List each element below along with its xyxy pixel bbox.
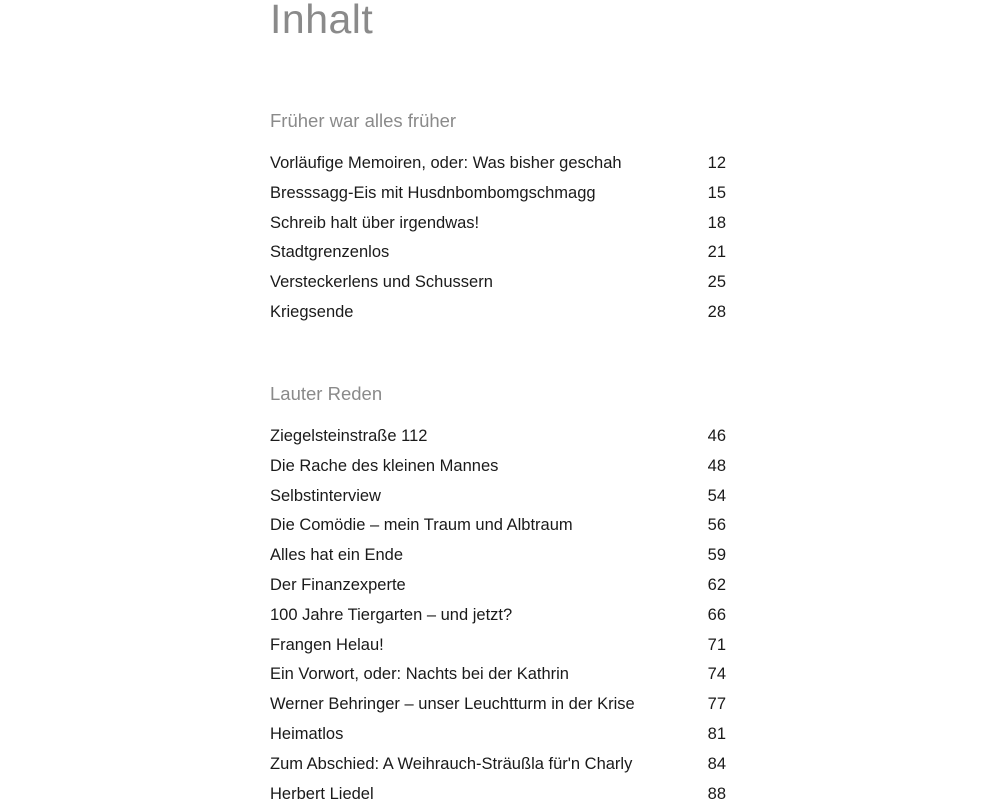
toc-entry <box>270 601 730 631</box>
entry-title: Werner Behringer – unser Leuchtturm in der Krise <box>270 695 635 714</box>
entry-page-number: 71 <box>707 635 726 654</box>
toc-entry <box>270 482 730 512</box>
toc-entry <box>270 631 730 661</box>
toc-entry <box>270 571 730 601</box>
toc-entry <box>270 660 730 690</box>
entry-title: Zum Abschied: A Weihrauch-Sträußla für'n Charly <box>270 754 633 773</box>
toc-entry <box>270 690 730 720</box>
entry-title: Frangen Helau! <box>270 635 384 654</box>
entry-page-number: 66 <box>707 605 726 624</box>
entry-page-number: 77 <box>707 695 726 714</box>
section-heading: Lauter Reden <box>270 383 383 404</box>
toc-entry <box>270 238 730 268</box>
entry-page-number: 81 <box>707 724 726 743</box>
entry-title: Die Rache des kleinen Mannes <box>270 456 499 475</box>
section-lauter-reden <box>270 381 730 809</box>
entry-title: Kriegsende <box>270 302 354 321</box>
entry-page-number: 18 <box>707 213 726 232</box>
page-title: Inhalt <box>270 0 374 42</box>
entry-page-number: 28 <box>707 302 726 321</box>
toc-entry <box>270 268 730 298</box>
entry-page-number: 84 <box>707 754 726 773</box>
toc-entry <box>270 209 730 239</box>
entry-title: Vorläufige Memoiren, oder: Was bisher geschah <box>270 154 622 172</box>
entry-title: Die Comödie – mein Traum und Albtraum <box>270 516 573 535</box>
section-heading: Früher war alles früher <box>270 110 457 131</box>
entry-title: Alles hat ein Ende <box>270 546 404 565</box>
toc-entry <box>270 179 730 209</box>
entry-page-number: 12 <box>707 154 726 172</box>
entry-page-number: 21 <box>707 243 726 262</box>
entry-page-number: 59 <box>707 546 726 565</box>
entry-title: Ziegelsteinstraße 112 <box>270 427 428 445</box>
entry-list <box>270 149 730 328</box>
entry-page-number: 54 <box>707 486 726 505</box>
toc-entry <box>270 452 730 482</box>
toc-entry <box>270 541 730 571</box>
entry-title: Versteckerlens und Schussern <box>270 273 493 292</box>
entry-title: Heimatlos <box>270 724 344 743</box>
entry-page-number: 56 <box>707 516 726 535</box>
entry-title: Der Finanzexperte <box>270 575 406 594</box>
entry-page-number: 15 <box>707 183 726 202</box>
entry-title: Selbstinterview <box>270 486 381 505</box>
entry-list <box>270 422 730 809</box>
entry-title: Ein Vorwort, oder: Nachts bei der Kathrin <box>270 665 569 684</box>
entry-title: 100 Jahre Tiergarten – und jetzt? <box>270 605 513 624</box>
entry-page-number: 62 <box>707 575 726 594</box>
entry-page-number: 25 <box>707 273 726 292</box>
toc-entry <box>270 298 730 328</box>
toc-entry <box>270 780 730 809</box>
entry-page-number: 46 <box>707 427 726 445</box>
entry-page-number: 48 <box>707 456 726 475</box>
toc-entry <box>270 720 730 750</box>
toc-entry <box>270 511 730 541</box>
toc-entry <box>270 149 730 179</box>
entry-title: Bresssagg-Eis mit Husdnbombomgschmagg <box>270 183 596 202</box>
entry-title: Herbert Liedel <box>270 784 374 803</box>
toc-entry <box>270 750 730 780</box>
section-frueher <box>270 108 730 328</box>
entry-title: Stadtgrenzenlos <box>270 243 390 262</box>
toc-entry <box>270 422 730 452</box>
entry-title: Schreib halt über irgendwas! <box>270 213 480 232</box>
entry-page-number: 88 <box>707 784 726 803</box>
entry-page-number: 74 <box>707 665 726 684</box>
